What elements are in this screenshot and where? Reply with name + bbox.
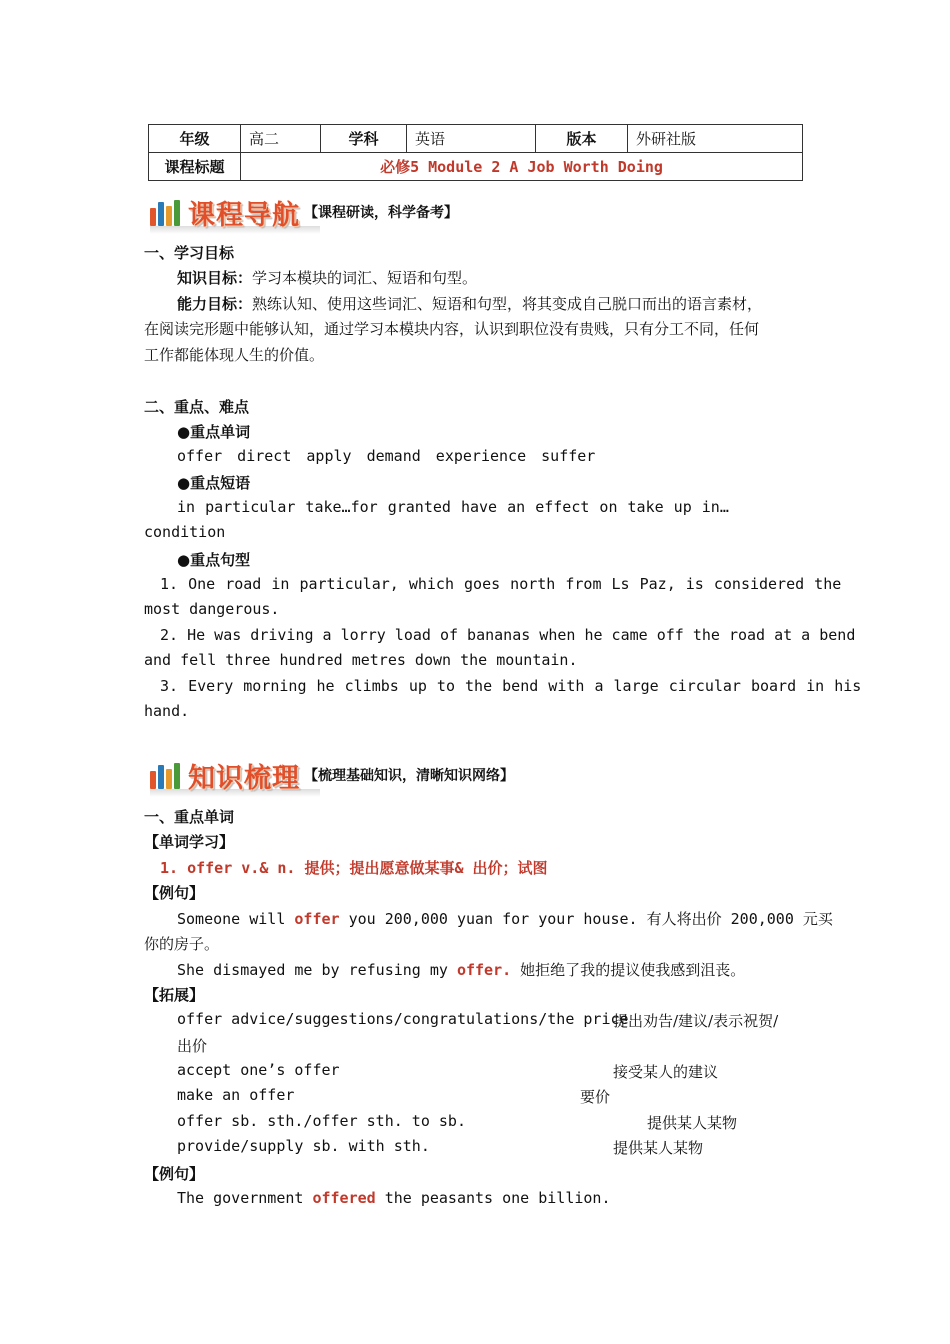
edition-label: 版本 bbox=[536, 125, 628, 153]
extension-1-en: offer advice/suggestions/congratulations/the price bbox=[177, 1010, 629, 1028]
books-icon bbox=[150, 761, 182, 789]
key-phrases-heading: ●重点短语 bbox=[177, 474, 251, 492]
banner-course-navigation bbox=[150, 195, 458, 229]
key-phrases-list-line2: condition bbox=[144, 523, 226, 541]
key-sentences-heading: ●重点句型 bbox=[177, 551, 251, 569]
key-words-heading: ●重点单词 bbox=[177, 423, 251, 441]
books-icon bbox=[150, 198, 182, 226]
extension-4-cn: 提供某人某物 bbox=[647, 1114, 738, 1132]
banner-subtitle: 【课程研读，科学备考】 bbox=[304, 205, 458, 221]
example-sentence-2: She dismayed me by refusing my offer. 她拒绝了我的提议使我感到沮丧。 bbox=[177, 961, 746, 979]
subject-value: 英语 bbox=[407, 125, 536, 153]
extension-4-en: offer sb. sth./offer sth. to sb. bbox=[177, 1112, 466, 1130]
key-words-list: offer direct apply demand experience suffer bbox=[177, 447, 596, 465]
example-label-2: 【例句】 bbox=[144, 1165, 205, 1183]
edition-value: 外研社版 bbox=[628, 125, 803, 153]
key-points-heading: 二、重点、难点 bbox=[144, 398, 250, 416]
course-title-label: 课程标题 bbox=[149, 153, 241, 181]
banner-title: 知识梳理 bbox=[188, 762, 300, 794]
ability-goal-line2: 在阅读完形题中能够认知，通过学习本模块内容，认识到职位没有贵贱，只有分工不同，任何 bbox=[144, 320, 760, 338]
example-sentence-1-line2: 你的房子。 bbox=[144, 935, 220, 953]
extension-5-en: provide/supply sb. with sth. bbox=[177, 1137, 430, 1155]
example-sentence-3: The government offered the peasants one billion. bbox=[177, 1189, 611, 1207]
extension-2-en: accept one’s offer bbox=[177, 1061, 340, 1079]
banner-knowledge-review bbox=[150, 758, 514, 792]
grade-label: 年级 bbox=[149, 125, 241, 153]
sentence-2-line2: and fell three hundred metres down the mountain. bbox=[144, 651, 578, 669]
extension-3-en: make an offer bbox=[177, 1086, 295, 1104]
banner-title: 课程导航 bbox=[188, 199, 300, 231]
key-phrases-list: in particular take…for granted have an effect on take up in… bbox=[177, 498, 729, 516]
sentence-2: 2. He was driving a lorry load of bananas when he came off the road at a bend bbox=[160, 626, 856, 644]
course-title: 必修5 Module 2 A Job Worth Doing bbox=[241, 153, 803, 181]
learning-goals-heading: 一、学习目标 bbox=[144, 244, 235, 262]
extension-label: 【拓展】 bbox=[144, 986, 205, 1004]
ability-goal-line3: 工作都能体现人生的价值。 bbox=[144, 346, 325, 364]
ability-goal: 能力目标：熟练认知、使用这些词汇、短语和句型，将其变成自己脱口而出的语言素材， bbox=[177, 295, 763, 313]
example-sentence-1: Someone will offer you 200,000 yuan for your house. 有人将出价 200,000 元买 bbox=[177, 910, 833, 928]
word-study-label: 【单词学习】 bbox=[144, 833, 235, 851]
key-words-section-heading: 一、重点单词 bbox=[144, 808, 235, 826]
sentence-3-line2: hand. bbox=[144, 702, 190, 720]
course-info-table bbox=[148, 124, 803, 181]
extension-1-cn: 提出劝告/建议/表示祝贺/ bbox=[613, 1012, 779, 1030]
sentence-1: 1. One road in particular, which goes north from Ls Paz, is considered the bbox=[160, 575, 842, 593]
extension-3-cn: 要价 bbox=[580, 1088, 611, 1106]
sentence-1-line2: most dangerous. bbox=[144, 600, 280, 618]
subject-label: 学科 bbox=[321, 125, 407, 153]
word-entry-offer: 1. offer v.& n. 提供；提出愿意做某事& 出价；试图 bbox=[160, 859, 548, 877]
extension-2-cn: 接受某人的建议 bbox=[613, 1063, 719, 1081]
banner-subtitle: 【梳理基础知识，清晰知识网络】 bbox=[304, 768, 514, 784]
extension-5-cn: 提供某人某物 bbox=[613, 1139, 704, 1157]
sentence-3: 3. Every morning he climbs up to the bend with a large circular board in his bbox=[160, 677, 862, 695]
example-label: 【例句】 bbox=[144, 884, 205, 902]
extension-1-cn-line2: 出价 bbox=[177, 1037, 208, 1055]
knowledge-goal: 知识目标：学习本模块的词汇、短语和句型。 bbox=[177, 269, 478, 287]
grade-value: 高二 bbox=[241, 125, 321, 153]
